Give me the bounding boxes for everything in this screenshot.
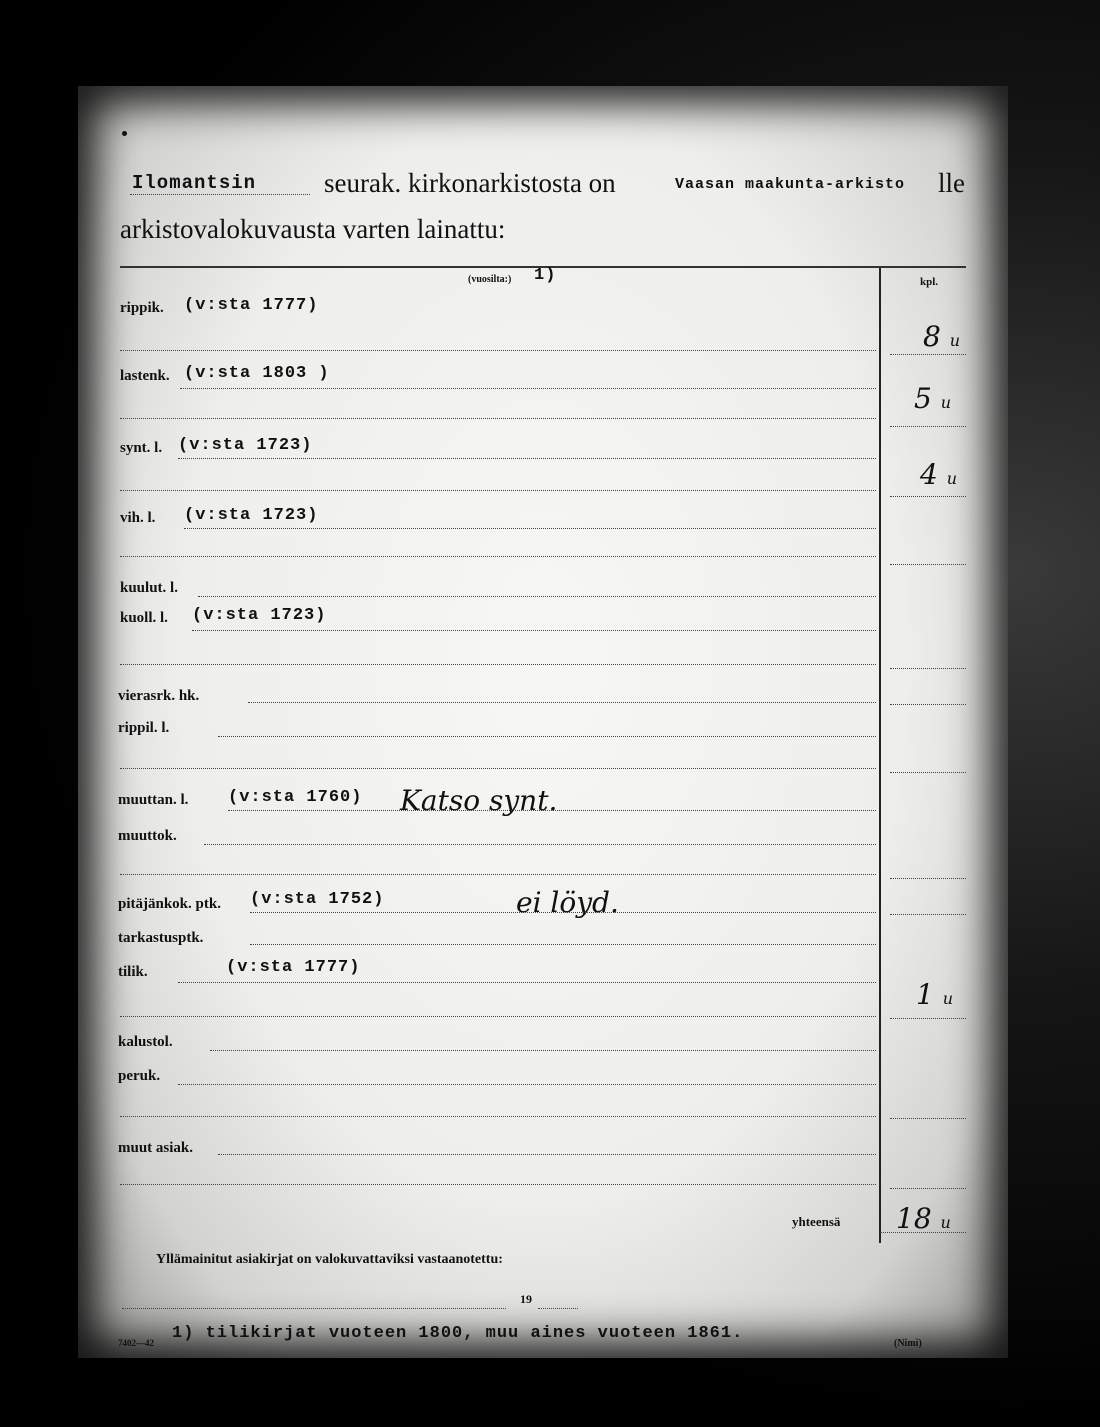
row-synt-line (178, 458, 876, 459)
row-muuttok-label: muuttok. (118, 828, 177, 844)
row-kuoll-line2 (120, 664, 876, 665)
row-vih-label: vih. l. (120, 510, 156, 526)
row-kuoll-label: kuoll. l. (120, 610, 168, 626)
row-lastenk-line (180, 388, 876, 389)
signature-label: (Nimi) (894, 1338, 922, 1349)
count-line-8 (890, 878, 966, 879)
row-rippik-line (120, 350, 876, 351)
row-synt-value: (v:sta 1723) (178, 436, 313, 455)
row-tilik-label: tilik. (118, 964, 148, 980)
count-line-9 (890, 914, 966, 915)
count-line-2 (890, 426, 966, 427)
row-kalustol-label: kalustol. (118, 1034, 173, 1050)
row-vierasrk-label: vierasrk. hk. (118, 688, 200, 704)
row-lastenk-label: lastenk. (120, 368, 170, 384)
received-text: Yllämainitut asiakirjat on valokuvattaviksi vastaanotettu: (156, 1252, 503, 1267)
total-value: 18 u (896, 1202, 951, 1235)
row-rippik-count: 8 u (923, 320, 961, 353)
count-line-12 (890, 1188, 966, 1189)
kpl-label: kpl. (920, 276, 939, 288)
row-muuttok-line (204, 844, 876, 845)
row-kuulut-label: kuulut. l. (120, 580, 178, 596)
row-lastenk-count: 5 u (914, 382, 952, 415)
total-line (880, 1232, 966, 1233)
row-kuoll-value: (v:sta 1723) (192, 606, 327, 625)
header-line2: arkistovalokuvausta varten lainattu: (120, 214, 506, 244)
count-line-5 (890, 668, 966, 669)
row-pitajankok-line (250, 912, 876, 913)
count-line-1 (890, 354, 966, 355)
row-rippil-line2 (120, 768, 876, 769)
count-column-divider (879, 268, 881, 1243)
footer-date-line (122, 1308, 506, 1309)
years-label: (vuosilta:) (468, 274, 512, 285)
destination-suffix: lle (938, 168, 965, 198)
row-pitajankok-note: ei löyd. (516, 886, 619, 919)
row-rippil-label: rippil. l. (118, 720, 170, 736)
count-line-4 (890, 564, 966, 565)
row-kalustol-line (210, 1050, 876, 1051)
row-muut-line (218, 1154, 876, 1155)
row-vih-line2 (120, 556, 876, 557)
row-peruk-line (178, 1084, 876, 1085)
row-tilik-line (178, 982, 876, 983)
header-line1: seurak. kirkonarkistosta on (324, 168, 616, 198)
footer-year-line (538, 1308, 578, 1309)
bullet-mark (122, 131, 127, 136)
row-synt-line2 (120, 490, 876, 491)
row-tarkastusptk-line (250, 944, 876, 945)
destination: Vaasan maakunta-arkisto (675, 176, 906, 193)
row-muuttan-line (228, 810, 876, 811)
row-vierasrk-line (248, 702, 876, 703)
footer-year-prefix: 19 (520, 1292, 532, 1306)
row-lastenk-line2 (120, 418, 876, 419)
row-lastenk-value: (v:sta 1803 ) (184, 364, 330, 383)
row-rippik-value: (v:sta 1777) (184, 296, 319, 315)
count-line-6 (890, 704, 966, 705)
row-tilik-line2 (120, 1016, 876, 1017)
archive-loan-card (78, 86, 1008, 1358)
row-tarkastusptk-label: tarkastusptk. (118, 930, 204, 946)
row-muuttan-value: (v:sta 1760) (228, 788, 363, 807)
count-line-10 (890, 1018, 966, 1019)
row-muuttok-line2 (120, 874, 876, 875)
row-synt-count: 4 u (920, 458, 958, 491)
row-pitajankok-label: pitäjänkok. ptk. (118, 896, 221, 912)
row-kuoll-line (192, 630, 876, 631)
row-synt-label: synt. l. (120, 440, 163, 456)
footer-footnote: 1) tilikirjat vuoteen 1800, muu aines vuoteen 1861. (172, 1324, 744, 1343)
row-muut-label: muut asiak. (118, 1140, 194, 1156)
row-muuttan-label: muuttan. l. (118, 792, 189, 808)
row-kuulut-line (198, 596, 876, 597)
row-rippil-line (218, 736, 876, 737)
form-code: 7402—42 (118, 1338, 154, 1348)
count-line-7 (890, 772, 966, 773)
row-tilik-count: 1 u (916, 978, 954, 1011)
row-muuttan-note: Katso synt. (400, 784, 558, 817)
parish-name: Ilomantsin (132, 172, 257, 194)
row-peruk-line2 (120, 1116, 876, 1117)
row-rippik-label: rippik. (120, 300, 164, 316)
total-label: yhteensä (792, 1214, 841, 1229)
row-vih-line (184, 528, 876, 529)
footnote-ref: 1) (534, 266, 557, 285)
row-muut-line2 (120, 1184, 876, 1185)
row-pitajankok-value: (v:sta 1752) (250, 890, 385, 909)
row-tilik-value: (v:sta 1777) (226, 958, 361, 977)
parish-underline (130, 194, 310, 195)
count-line-3 (890, 496, 966, 497)
row-vih-value: (v:sta 1723) (184, 506, 319, 525)
row-peruk-label: peruk. (118, 1068, 161, 1084)
count-line-11 (890, 1118, 966, 1119)
